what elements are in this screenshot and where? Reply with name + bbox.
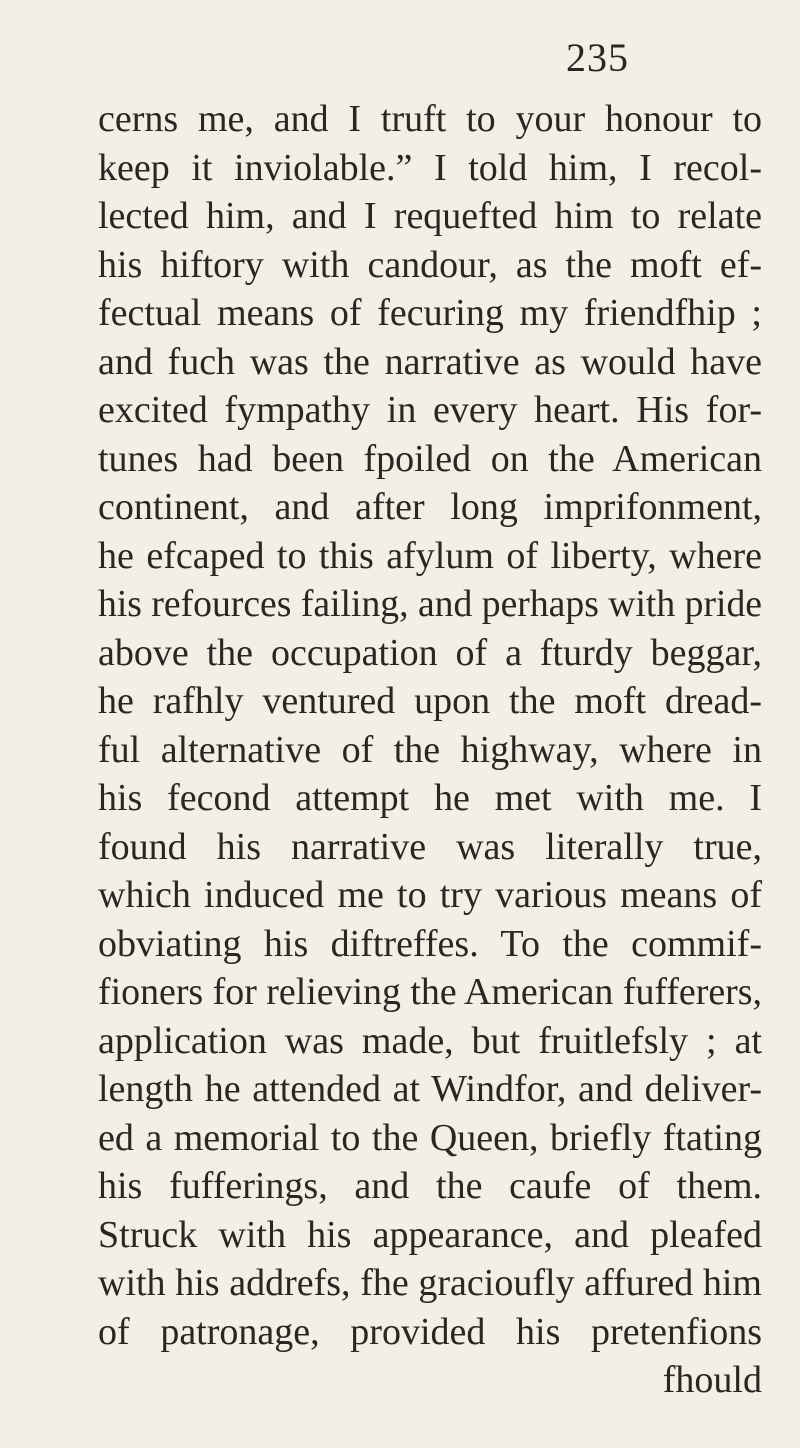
text-line: ed a memorial to the Queen, briefly ftating — [98, 1116, 762, 1159]
text-line: and fuch was the narrative as would have — [98, 340, 762, 383]
text-line: of patronage, provided his pretenfions — [98, 1310, 762, 1353]
text-line: above the occupation of a fturdy beggar, — [98, 631, 762, 674]
text-line: continent, and after long imprifonment, — [98, 486, 762, 528]
text-line: ful alternative of the highway, where in — [98, 728, 762, 771]
text-line: Struck with his appearance, and pleafed — [98, 1213, 762, 1256]
text-line: with his addrefs, fhe gracioufly affured him — [98, 1262, 762, 1304]
text-line: he efcaped to this afylum of liberty, where — [98, 534, 762, 577]
text-line: his fecond attempt he met with me. I — [98, 777, 762, 819]
body-text — [98, 95, 762, 1405]
text-line: found his narrative was literally true, — [98, 825, 762, 868]
text-line: tunes had been fpoiled on the American — [98, 437, 762, 480]
text-line: his hiftory with candour, as the moft ef- — [98, 243, 762, 286]
text-line: obviating his diftreffes. To the commif- — [98, 922, 762, 965]
page-number: 235 — [566, 35, 629, 80]
text-line: fioners for relieving the American fufferers, — [98, 971, 762, 1013]
text-line: application was made, but fruitlefsly ; at — [98, 1019, 762, 1062]
text-line: fectual means of fecuring my friendfhip ; — [98, 292, 762, 334]
text-line: length he attended at Windfor, and deliver- — [98, 1068, 762, 1110]
text-line: he rafhly ventured upon the moft dread- — [98, 680, 762, 722]
text-line: lected him, and I requefted him to relate — [98, 195, 762, 237]
text-line: keep it inviolable.” I told him, I recol- — [98, 146, 762, 189]
catchword: fhould — [662, 1359, 762, 1401]
text-line: his refources failing, and perhaps with pride — [98, 583, 763, 625]
text-line: cerns me, and I truft to your honour to — [98, 98, 762, 140]
text-line: his fufferings, and the caufe of them. — [98, 1165, 762, 1207]
text-line: excited fympathy in every heart. His for- — [98, 389, 762, 431]
text-line: which induced me to try various means of — [98, 874, 762, 916]
